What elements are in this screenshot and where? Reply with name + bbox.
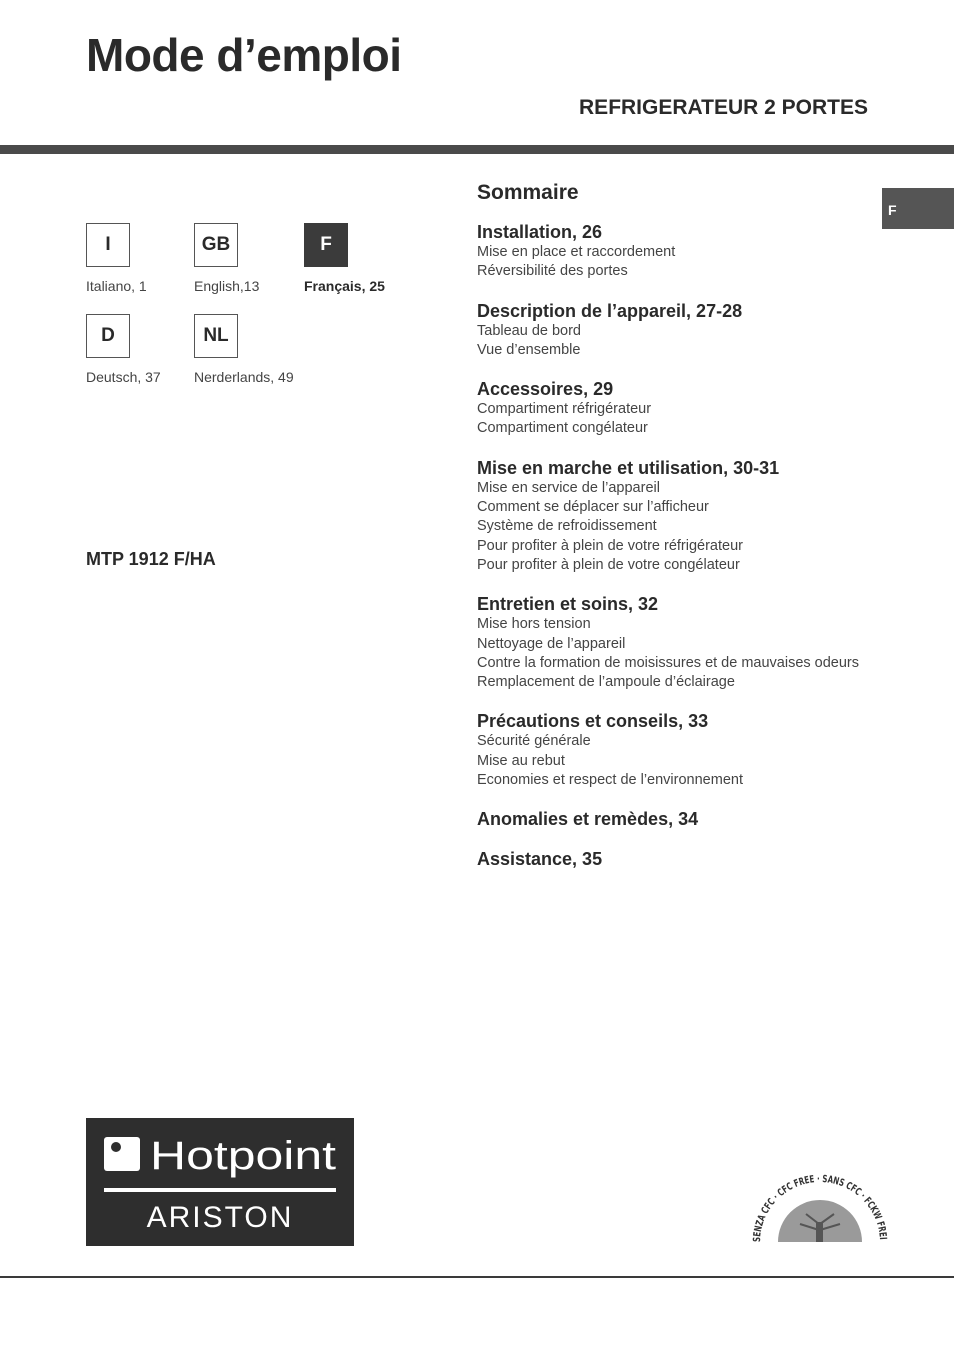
lang-box-italian[interactable]: I (86, 223, 130, 267)
language-side-tab[interactable]: F (882, 188, 954, 229)
toc-item[interactable]: Système de refroidissement (477, 518, 657, 535)
toc-item[interactable]: Comment se déplacer sur l’afficheur (477, 499, 709, 516)
toc-item[interactable]: Economies et respect de l’environnement (477, 772, 743, 789)
model-number: MTP 1912 F/HA (86, 549, 216, 569)
header-divider (0, 145, 954, 154)
logo-wordmark-ariston: ARISTON (146, 1201, 294, 1234)
lang-box-french[interactable]: F (304, 223, 348, 267)
toc-section-description (477, 300, 877, 361)
toc-section-mise-en-marche (477, 457, 877, 575)
toc-item[interactable]: Vue d’ensemble (477, 341, 581, 358)
toc-item[interactable]: Pour profiter à plein de votre congélateur (477, 556, 740, 573)
lang-label-german[interactable]: Deutsch, 37 (86, 369, 161, 385)
toc-item[interactable]: Remplacement de l’ampoule d’éclairage (477, 674, 735, 691)
toc-section-assistance (477, 848, 877, 870)
toc-item[interactable]: Réversibilité des portes (477, 263, 628, 280)
toc-item[interactable]: Nettoyage de l’appareil (477, 635, 626, 652)
cfc-seal-text: SENZA CFC · CFC FREE · SANS CFC · FCKW FREI (752, 1173, 888, 1243)
toc-section-entretien (477, 593, 877, 692)
toc-item[interactable]: Compartiment réfrigérateur (477, 401, 652, 418)
product-subtitle: REFRIGERATEUR 2 PORTES (579, 96, 868, 119)
toc-heading: Sommaire (477, 181, 579, 204)
toc-section-accessoires (477, 378, 877, 439)
lang-box-german[interactable]: D (86, 314, 130, 358)
toc-item[interactable]: Mise hors tension (477, 616, 591, 633)
toc-section-title[interactable]: Entretien et soins, 32 (477, 594, 659, 615)
lang-label-english[interactable]: English,13 (194, 278, 260, 294)
lang-box-english[interactable]: GB (194, 223, 238, 267)
hotpoint-ariston-logo (86, 1118, 354, 1246)
toc-item[interactable]: Tableau de bord (477, 322, 581, 339)
toc-section-title[interactable]: Accessoires, 29 (477, 379, 614, 400)
lang-box-dutch[interactable]: NL (194, 314, 238, 358)
page-title: Mode d’emploi (86, 29, 402, 81)
lang-label-italian[interactable]: Italiano, 1 (86, 278, 147, 294)
toc-section-title[interactable]: Assistance, 35 (477, 849, 603, 870)
toc-item[interactable]: Sécurité générale (477, 733, 591, 750)
logo-wordmark-hotpoint: Hotpoint (150, 1134, 336, 1178)
toc-item[interactable]: Mise au rebut (477, 752, 565, 769)
toc-section-anomalies (477, 808, 877, 830)
toc-item[interactable]: Mise en service de l’appareil (477, 479, 660, 496)
toc-item[interactable]: Pour profiter à plein de votre réfrigérateur (477, 537, 743, 554)
toc-item[interactable]: Contre la formation de moisissures et de mauvaises odeurs (477, 654, 860, 671)
toc-item[interactable]: Compartiment congélateur (477, 420, 648, 437)
toc-section-title[interactable]: Installation, 26 (477, 222, 603, 242)
toc-section-title[interactable]: Anomalies et remèdes, 34 (477, 809, 699, 830)
lang-label-dutch[interactable]: Nerderlands, 49 (194, 369, 294, 385)
lang-label-french[interactable]: Français, 25 (304, 278, 385, 294)
toc-section-precautions (477, 710, 877, 790)
toc-section-title[interactable]: Description de l’appareil, 27-28 (477, 300, 743, 321)
toc-section-installation (477, 221, 877, 282)
footer-divider (0, 1276, 954, 1278)
logo-divider (104, 1188, 336, 1192)
toc-section-title[interactable]: Précautions et conseils, 33 (477, 711, 709, 732)
cfc-free-seal (752, 1170, 888, 1246)
toc-section-title[interactable]: Mise en marche et utilisation, 30-31 (477, 457, 780, 478)
logo-square-icon (104, 1137, 140, 1171)
table-of-contents (477, 180, 877, 888)
toc-item[interactable]: Mise en place et raccordement (477, 244, 676, 260)
